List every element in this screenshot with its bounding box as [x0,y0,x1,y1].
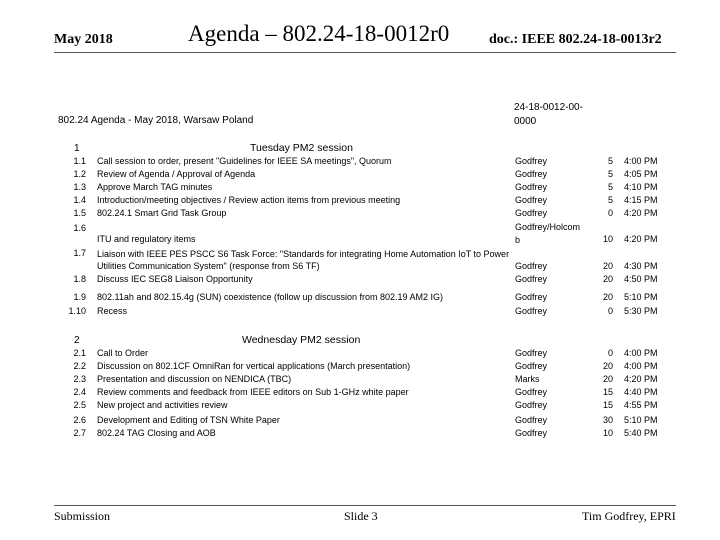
item-number: 2.3 [73,374,86,384]
item-number: 1.7 [73,248,86,258]
item-time: 5:10 PM [624,415,658,425]
item-time: 4:40 PM [624,387,658,397]
footer-slide-number: Slide 3 [344,509,378,523]
header-divider [54,52,676,53]
agenda-row [0,374,720,387]
item-time: 4:15 PM [624,195,658,205]
item-owner: Godfrey [515,261,548,271]
item-time: 5:30 PM [624,306,658,316]
item-description: ITU and regulatory items [97,234,196,244]
session-2-number: 2 [74,335,80,346]
session-1-title: Tuesday PM2 session [250,142,353,154]
item-minutes: 0 [607,348,613,358]
item-time: 4:10 PM [624,182,658,192]
item-description: Presentation and discussion on NENDICA (TBC) [97,374,292,384]
item-number: 1.5 [73,208,86,218]
item-time: 5:40 PM [624,428,658,438]
item-minutes: 15 [602,400,613,410]
session-1-number: 1 [74,143,80,154]
item-number: 1.10 [68,306,86,316]
item-number: 2.5 [73,400,86,410]
item-minutes: 15 [602,387,613,397]
item-minutes: 0 [607,208,613,218]
footer-author: Tim Godfrey, EPRI [582,509,676,523]
agenda-row [0,221,720,247]
item-time: 4:50 PM [624,274,658,284]
item-number: 1.6 [73,223,86,233]
item-owner: Godfrey [515,400,548,410]
item-time: 4:20 PM [624,374,658,384]
item-number: 1.3 [73,182,86,192]
item-description: Call to Order [97,348,149,358]
header-date: May 2018 [54,32,113,47]
item-owner: Godfrey [515,195,548,205]
agenda-row [0,306,720,319]
item-number: 1.8 [73,274,86,284]
agenda-row [0,361,720,374]
footer-divider [54,505,676,506]
agenda-row [0,415,720,428]
item-owner: Godfrey [515,387,548,397]
item-description: Development and Editing of TSN White Paper [97,415,280,425]
item-minutes: 30 [602,415,613,425]
item-owner: Godfrey [515,306,548,316]
agenda-row [0,292,720,305]
item-number: 2.6 [73,415,86,425]
item-minutes: 5 [607,169,613,179]
item-time: 4:00 PM [624,348,658,358]
item-owner: Godfrey [515,348,548,358]
item-owner: Godfrey [515,428,548,438]
agenda-row [0,274,720,287]
item-description: 802.11ah and 802.15.4g (SUN) coexistence (follow up discussion from 802.19 AM2 IG) [97,292,444,302]
document-id: doc.: IEEE 802.24-18-0013r2 [489,32,662,47]
item-description: Review comments and feedback from IEEE editors on Sub 1-GHz white paper [97,387,409,397]
item-description: 802.24.1 Smart Grid Task Group [97,208,227,218]
item-minutes: 20 [602,292,613,302]
item-number: 1.9 [73,292,86,302]
agenda-row [0,156,720,169]
agenda-row [0,208,720,221]
item-minutes: 0 [607,306,613,316]
item-time: 5:10 PM [624,292,658,302]
agenda-row [0,387,720,400]
item-number: 2.4 [73,387,86,397]
item-owner: Godfrey [515,361,548,371]
item-description: Liaison with IEEE PES PSCC S6 Task Force: "Standards for integrating Home Automation IoT to Power Utilities Communication System" (response from S6 TF) [97,249,510,271]
item-minutes: 20 [602,374,613,384]
item-description: Introduction/meeting objectives / Review action items from previous meeting [97,195,401,205]
item-description: Recess [97,306,128,316]
item-number: 2.2 [73,361,86,371]
item-time: 4:20 PM [624,208,658,218]
item-owner: Godfrey/Holcomb [515,222,581,245]
item-number: 1.2 [73,169,86,179]
agenda-row [0,248,720,274]
item-description: Discussion on 802.1CF OmniRan for vertical applications (March presentation) [97,361,411,371]
item-minutes: 5 [607,182,613,192]
slide-title: Agenda – 802.24-18-0012r0 [188,21,450,46]
item-description: 802.24 TAG Closing and AOB [97,428,216,438]
item-minutes: 20 [602,261,613,271]
item-number: 2.1 [73,348,86,358]
session-2-title: Wednesday PM2 session [242,334,361,346]
agenda-row [0,428,720,441]
item-time: 4:20 PM [624,234,658,244]
agenda-row [0,169,720,182]
item-owner: Godfrey [515,292,548,302]
item-minutes: 20 [602,274,613,284]
item-number: 1.1 [73,156,86,166]
item-description: Review of Agenda / Approval of Agenda [97,169,256,179]
footer-submission: Submission [54,509,111,523]
item-owner: Godfrey [515,156,548,166]
item-time: 4:30 PM [624,261,658,271]
item-time: 4:00 PM [624,361,658,371]
item-number: 2.7 [73,428,86,438]
item-owner: Godfrey [515,208,548,218]
agenda-doc-number: 24-18-0012-00-0000 [514,102,583,127]
item-owner: Godfrey [515,182,548,192]
item-minutes: 20 [602,361,613,371]
item-time: 4:05 PM [624,169,658,179]
item-minutes: 10 [602,428,613,438]
item-time: 4:55 PM [624,400,658,410]
item-owner: Godfrey [515,415,548,425]
agenda-row [0,348,720,361]
agenda-title: 802.24 Agenda - May 2018, Warsaw Poland [58,115,254,126]
item-minutes: 5 [607,195,613,205]
agenda-row [0,400,720,413]
item-description: New project and activities review [97,400,228,410]
item-description: Call session to order, present "Guidelines for IEEE SA meetings", Quorum [97,156,392,166]
item-owner: Godfrey [515,274,548,284]
item-owner: Godfrey [515,169,548,179]
item-time: 4:00 PM [624,156,658,166]
item-description: Approve March TAG minutes [97,182,213,192]
item-minutes: 5 [607,156,613,166]
item-owner: Marks [515,374,540,384]
item-minutes: 10 [602,234,613,244]
item-description: Discuss IEC SEG8 Liaison Opportunity [97,274,253,284]
agenda-row [0,195,720,208]
agenda-row [0,182,720,195]
item-number: 1.4 [73,195,86,205]
